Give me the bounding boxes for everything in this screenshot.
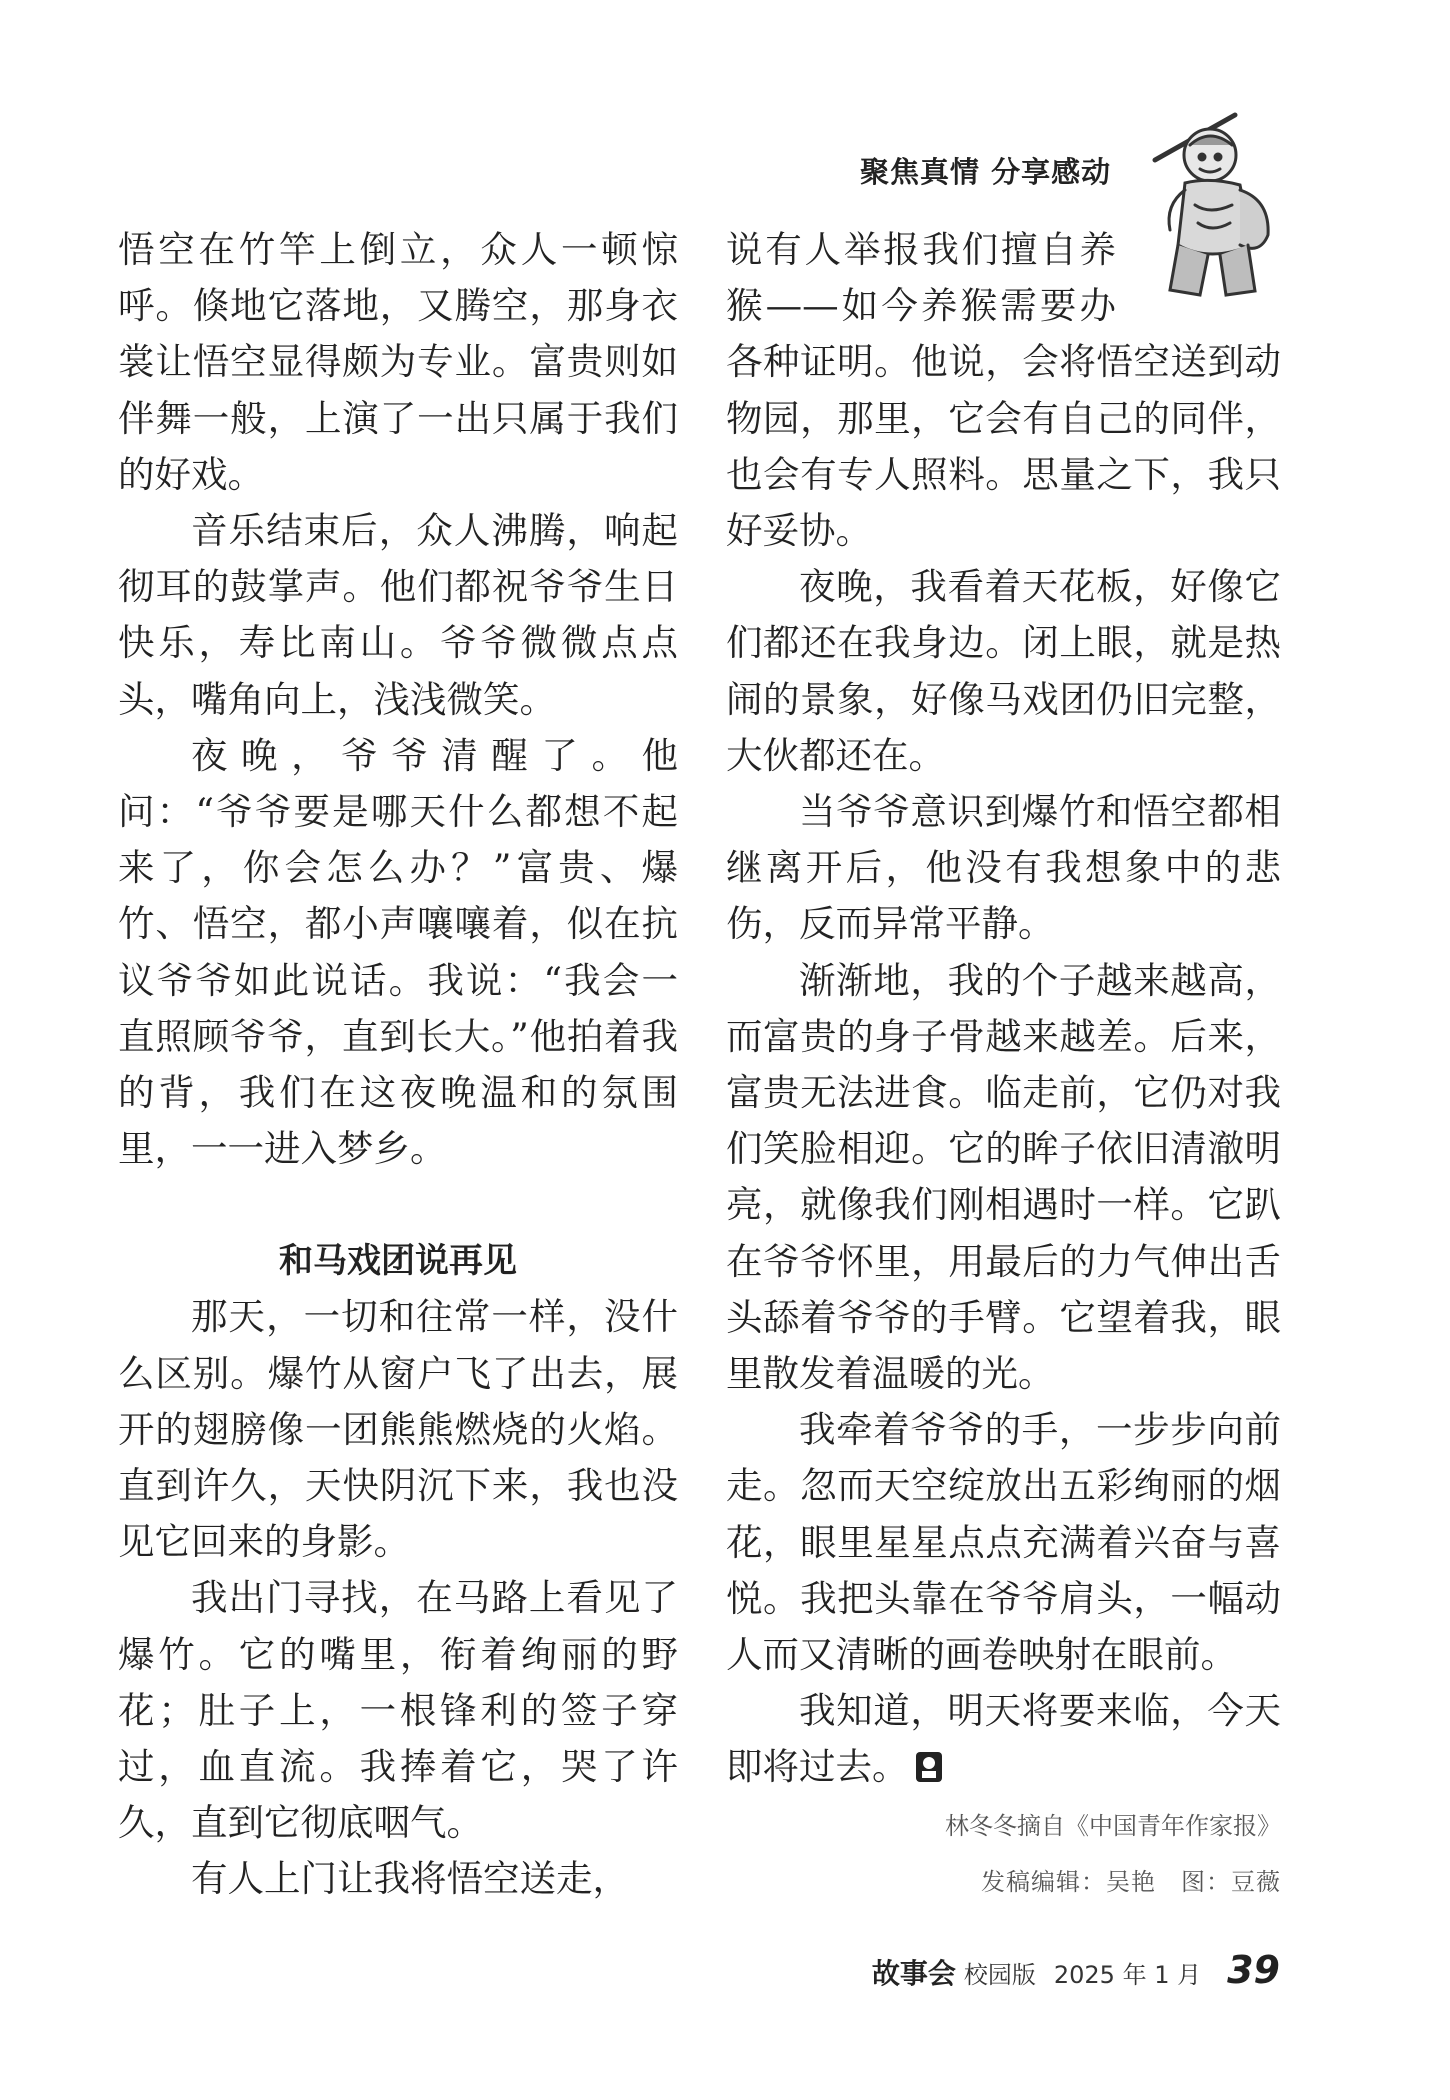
header-slogan: 聚焦真情 分享感动 [860,155,1112,189]
final-paragraph [726,1683,1281,1795]
illustration-wrap-space [1116,222,1281,334]
final-paragraph-text: 我知道，明天将要来临，今天即将过去。 [726,1689,1281,1789]
page-footer [872,1948,1280,1998]
source-credit: 林冬冬摘自《中国青年作家报》 [945,1811,1281,1840]
paragraph: 说有人举报我们擅自养猴——如今养猴需要办各种证明。他说，会将悟空送到动物园，那里，它会有自己的同伴，也会有专人照料。思量之下，我只好妥协。 [726,228,1281,553]
paragraph: 当爷爷意识到爆竹和悟空都相继离开后，他没有我想象中的悲伤，反而异常平静。 [726,790,1281,946]
editor-credit: 发稿编辑：吴艳 图：豆薇 [981,1867,1281,1896]
right-column [726,222,1281,1900]
end-mark-icon [915,1751,943,1783]
paragraph: 那天，一切和往常一样，没什么区别。爆竹从窗户飞了出去，展开的翅膀像一团熊熊燃烧的火焰。直到许久，天快阴沉下来，我也没见它回来的身影。 [118,1295,678,1564]
page-number: 39 [1227,1948,1280,1992]
magazine-edition: 校园版 [963,1961,1036,1989]
paragraph: 夜晚，爷爷清醒了。他问：“爷爷要是哪天什么都想不起来了，你会怎么办？”富贵、爆竹、悟空，都小声嚷嚷着，似在抗议爷爷如此说话。我说：“我会一直照顾爷爷，直到长大。”他拍着我的背，我们在这夜晚温和的氛围里，一一进入梦乡。 [118,733,678,1171]
paragraph: 悟空在竹竿上倒立，众人一顿惊呼。倏地它落地，又腾空，那身衣裳让悟空显得颇为专业。富贵则如伴舞一般，上演了一出只属于我们的好戏。 [118,228,678,496]
magazine-name: 故事会 [871,1957,956,1990]
paragraph: 我出门寻找，在马路上看见了爆竹。它的嘴里，衔着绚丽的野花；肚子上，一根锋利的签子穿过，血直流。我捧着它，哭了许久，直到它彻底咽气。 [118,1576,678,1845]
left-column [118,222,678,1908]
issue-date: 2025 年 1 月 [1053,1961,1202,1989]
paragraph: 音乐结束后，众人沸腾，响起彻耳的鼓掌声。他们都祝爷爷生日快乐，寿比南山。爷爷微微点点头，嘴角向上，浅浅微笑。 [118,509,678,721]
paragraph: 我牵着爷爷的手，一步步向前走。忽而天空绽放出五彩绚丽的烟花，眼里星星点点充满着兴奋与喜悦。我把头靠在爷爷肩头，一幅动人而又清晰的画卷映射在眼前。 [726,1408,1281,1677]
paragraph: 有人上门让我将悟空送走， [191,1857,629,1901]
paragraph: 渐渐地，我的个子越来越高，而富贵的身子骨越来越差。后来，富贵无法进食。临走前，它仍对我们笑脸相迎。它的眸子依旧清澈明亮，就像我们刚相遇时一样。它趴在爷爷怀里，用最后的力气伸出舌头舔着爷爷的手臂。它望着我，眼里散发着温暖的光。 [726,958,1281,1396]
paragraph: 夜晚，我看着天花板，好像它们都还在我身边。闭上眼，就是热闹的景象，好像马戏团仍旧完整，大伙都还在。 [726,565,1281,777]
section-title: 和马戏团说再见 [279,1241,517,1282]
